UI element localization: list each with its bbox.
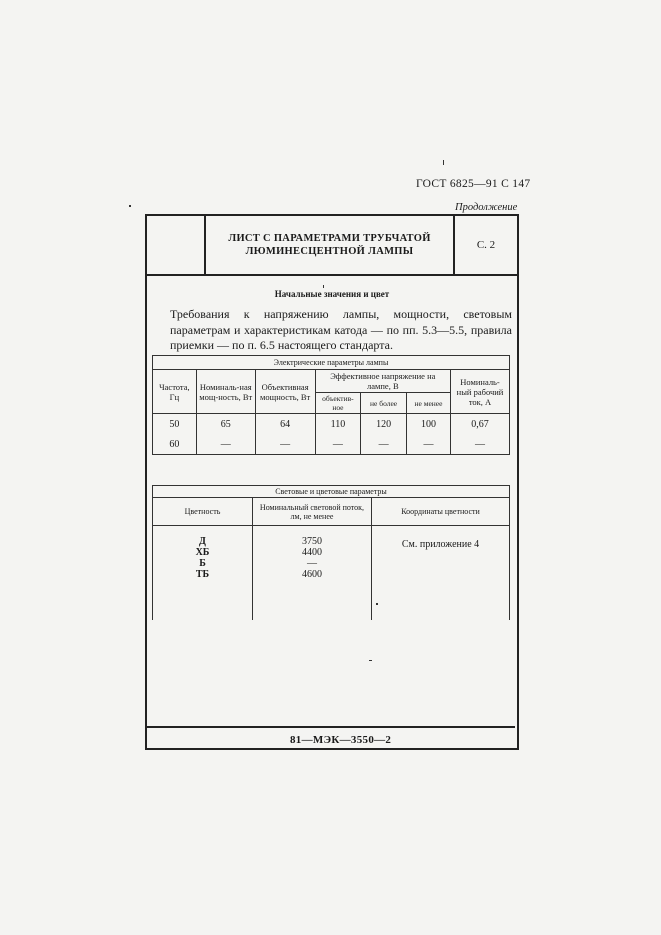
frame-bottom-rule [145, 726, 515, 728]
cell-flux-values [253, 526, 372, 621]
subheader-min: не менее [406, 393, 450, 414]
sheet-title [206, 216, 455, 274]
cell-current: — [451, 435, 510, 455]
cell-voltage-min: — [406, 435, 450, 455]
scan-speck [323, 285, 324, 288]
title-left-cell [147, 216, 206, 274]
electrical-table-caption: Электрические параметры лампы [153, 356, 510, 370]
header-rated-current: Номиналь-ный рабочий ток, А [451, 370, 510, 414]
document-reference: ГОСТ 6825—91 С 147 [416, 178, 531, 190]
flux-value: 3750 [302, 536, 322, 547]
cell-nominal-power: 65 [196, 414, 255, 436]
cell-color-codes [153, 526, 253, 621]
flux-value: 4400 [302, 547, 322, 558]
sheet-number: С. 2 [476, 239, 496, 251]
color-code: ТБ [195, 569, 210, 580]
sheet-title-line2: ЛЮМИНЕСЦЕНТНОЙ ЛАМПЫ [245, 246, 414, 257]
cell-frequency: 50 [153, 414, 197, 436]
light-table-caption: Световые и цветовые параметры [153, 486, 510, 498]
cell-nominal-power: — [196, 435, 255, 455]
header-voltage-group: Эффективное напряжение на лампе, В [315, 370, 450, 393]
scan-speck [376, 603, 378, 605]
light-color-parameters-table [152, 485, 510, 620]
sheet-title-line1: ЛИСТ С ПАРАМЕТРАМИ ТРУБЧАТОЙ [228, 233, 431, 244]
title-block [147, 216, 517, 276]
cell-voltage-objective: 110 [315, 414, 361, 436]
subheader-max: не более [361, 393, 407, 414]
flux-value: 4600 [302, 569, 322, 580]
color-code: ХБ [195, 547, 210, 558]
cell-voltage-max: 120 [361, 414, 407, 436]
header-objective-power: Объективная мощность, Вт [255, 370, 315, 414]
intro-paragraph: Требования к напряжению лампы, мощности, световым параметрам и характеристикам катода — по пп. 5.3—5.5, правила приемки — по п. 6.5 настоящего стандарта. [170, 307, 512, 352]
table-row [153, 526, 510, 621]
cell-frequency: 60 [153, 435, 197, 455]
header-chromaticity: Координаты цветности [372, 498, 510, 526]
section-heading-initial: Начальные значения и цвет [274, 289, 390, 299]
table-row [153, 414, 510, 436]
table-row [153, 435, 510, 455]
cell-objective-power: 64 [255, 414, 315, 436]
scan-speck [369, 660, 372, 661]
header-color: Цветность [153, 498, 253, 526]
color-code: Б [199, 558, 206, 569]
cell-voltage-objective: — [315, 435, 361, 455]
subheader-objective: объектив-ное [315, 393, 361, 414]
cell-objective-power: — [255, 435, 315, 455]
header-luminous-flux: Номинальный световой поток, лм, не менее [253, 498, 372, 526]
flux-value: — [307, 558, 317, 569]
color-code: Д [199, 536, 206, 547]
cell-voltage-min: 100 [406, 414, 450, 436]
cell-current: 0,67 [451, 414, 510, 436]
electrical-parameters-table [152, 355, 510, 455]
continued-label: Продолжение [455, 202, 518, 213]
cell-chromaticity-note: См. приложение 4 [372, 526, 510, 621]
scan-speck [129, 205, 131, 207]
cell-voltage-max: — [361, 435, 407, 455]
header-frequency: Частота, Гц [153, 370, 197, 414]
header-nominal-power: Номиналь-ная мощ-ность, Вт [196, 370, 255, 414]
scan-speck [443, 160, 444, 165]
footer-standard-number: 81—МЭК—3550—2 [290, 734, 392, 746]
